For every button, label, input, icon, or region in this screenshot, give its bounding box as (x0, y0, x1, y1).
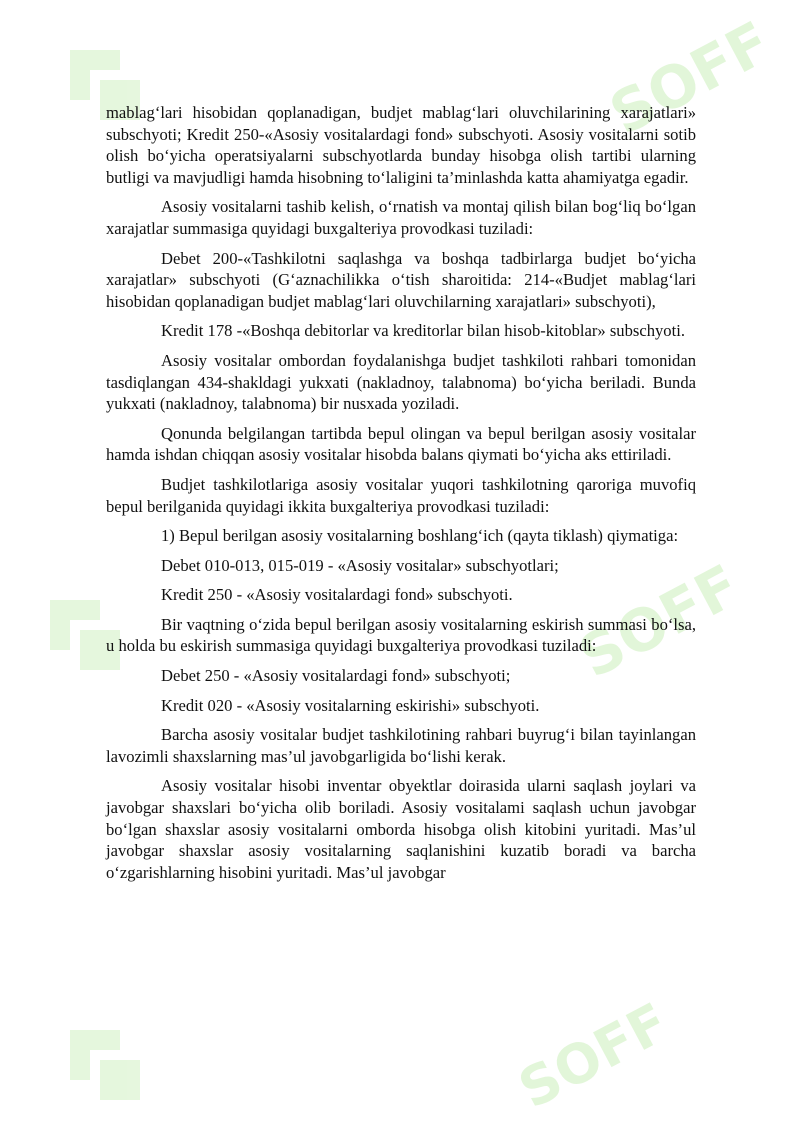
paragraph-11: Bir vaqtning o‘zida bepul berilgan asosiy vositalarning eskirish summasi bo‘lsa, u holda bu eskirish summasiga quyidagi buxgalteriya provodkasi tuziladi: (106, 614, 696, 656)
paragraph-1: mablag‘lari hisobidan qoplanadigan, budjet mablag‘lari oluvchilarining xarajatlari» subschyoti; Kredit 250-«Asosiy vositalardagi fond» subschyoti. Asosiy vositalarni sotib olish bo‘yicha operatsiyalarni subschyotlarda bunday hisobga olish tartibi ularning butligi va mavjudligi hamda hisobning to‘laligini ta’minlashda katta ahamiyatga egadir. (106, 103, 696, 187)
paragraph-5: Asosiy vositalar ombordan foydalanishga budjet tashkiloti rahbari tomonidan tasdiqlangan 434-shakldagi yukxati (nakladnoy, talabnoma) bo‘yicha beriladi. Bunda yukxati (nakladnoy, talabnoma) bir nusxada yoziladi. (106, 350, 696, 414)
paragraph-9: Debet 010-013, 015-019 - «Asosiy vositalar» subschyotlari; (161, 555, 559, 575)
paragraph-7: Budjet tashkilotlariga asosiy vositalar yuqori tashkilotning qaroriga muvofiq bepul berilganida quyidagi ikkita buxgalteriya provodkasi tuziladi: (106, 474, 696, 516)
watermark-logo-bottom (500, 990, 679, 1121)
document-body (106, 102, 696, 891)
paragraph-12: Debet 250 - «Asosiy vositalardagi fond» subschyoti; (161, 666, 511, 686)
svg-text:SOFF: SOFF (508, 990, 679, 1121)
watermark-shape-left-bottom (60, 1020, 150, 1110)
paragraph-15: Asosiy vositalar hisobi inventar obyektlar doirasida ularni saqlash joylari va javobgar shaxslari bo‘yicha olib boriladi. Asosiy vositalami saqlash uchun javobgar bo‘lgan shaxslar asosiy vositalarni omborda hisobga olish kitobini yuritadi. Mas’ul javobgar shaxslar asosiy vositalarning saqlanishini kuzatib boradi va barcha o‘zgarishlarning hisobini yuritadi. Mas’ul javobgar (106, 776, 696, 882)
paragraph-8: 1) Bepul berilgan asosiy vositalarning boshlang‘ich (qayta tiklash) qiymatiga: (161, 526, 679, 546)
paragraph-14: Barcha asosiy vositalar budjet tashkilotining rahbari buyrug‘i bilan tayinlangan lavozimli shaxslarning mas’ul javobgarligida bo‘lishi kerak. (106, 725, 696, 766)
svg-text:SOFF: SOFF (599, 8, 782, 149)
paragraph-3: Debet 200-«Tashkilotni saqlashga va boshqa tadbirlarga budjet bo‘yicha xarajatlar» subschyoti (G‘aznachilikka o‘tish sharoitida: 214-«Budjet mablag‘lari hisobidan qoplanadigan budjet mablag‘lari oluvchilarning xarajatlari» subschyoti), (106, 248, 696, 311)
svg-text:SOFF: SOFF (568, 551, 751, 692)
paragraph-13: Kredit 020 - «Asosiy vositalarning eskirishi» subschyoti. (161, 695, 540, 715)
paragraph-10: Kredit 250 - «Asosiy vositalardagi fond» subschyoti. (161, 585, 513, 605)
paragraph-2: Asosiy vositalarni tashib kelish, o‘rnatish va montaj qilish bilan bog‘liq bo‘lgan xarajatlar summasiga quyidagi buxgalteriya provodkasi tuziladi: (106, 197, 696, 238)
paragraph-6: Qonunda belgilangan tartibda bepul olingan va bepul berilgan asosiy vositalar hamda ishdan chiqqan asosiy vositalar hisobda balans qiymati bo‘yicha aks ettiriladi. (106, 423, 696, 465)
paragraph-4: Kredit 178 -«Boshqa debitorlar va kreditorlar bilan hisob-kitoblar» subschyoti. (161, 321, 685, 341)
